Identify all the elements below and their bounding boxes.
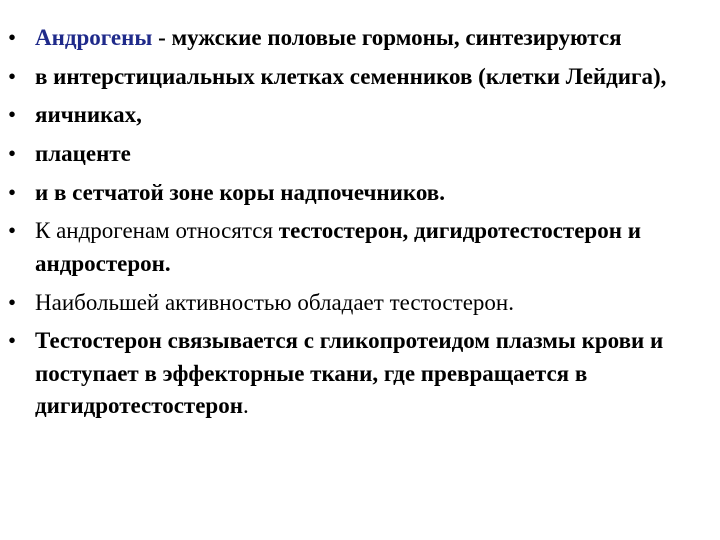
list-item: [8, 61, 714, 94]
list-item: [8, 99, 714, 132]
list-item: [8, 177, 714, 210]
bullet-dot: •: [8, 218, 17, 244]
bullet-list: [8, 22, 714, 429]
bullet-text: - мужские половые гормоны, синтезируются: [152, 25, 622, 50]
bullet-dot: •: [8, 289, 17, 315]
bullet-dot: •: [8, 179, 17, 205]
bullet-dot: •: [8, 102, 17, 128]
bullet-text: яичниках,: [35, 102, 142, 128]
list-item: [8, 325, 714, 423]
bullet-dot: •: [8, 25, 17, 50]
bullet-text: в интерстициальных клетках семенников (клетки Лейдига),: [35, 63, 667, 89]
list-item: [8, 138, 714, 171]
bullet-text: К андрогенам относятся: [35, 218, 279, 244]
bullet-text: плаценте: [35, 141, 131, 167]
list-item: [8, 22, 714, 55]
bullet-text: .: [242, 393, 249, 419]
androgens-term: Андрогены: [35, 25, 153, 50]
bullet-text: и в сетчатой зоне коры надпочечников.: [35, 179, 445, 205]
bullet-dot: •: [8, 141, 17, 167]
bullet-text-bold: Тестостерон связывается с гликопротеидом плазмы крови и поступает в эффекторные ткани, где превращается в дигидротестостерон: [35, 328, 664, 419]
bullet-text: Наибольшей активностью обладает тестостерон.: [35, 289, 514, 315]
bullet-dot: •: [8, 63, 17, 89]
list-item: [8, 287, 714, 320]
list-item: [8, 215, 714, 280]
bullet-text-bold: тестостерон, дигидротестостерон и андростерон.: [35, 218, 641, 276]
bullet-dot: •: [8, 328, 17, 354]
